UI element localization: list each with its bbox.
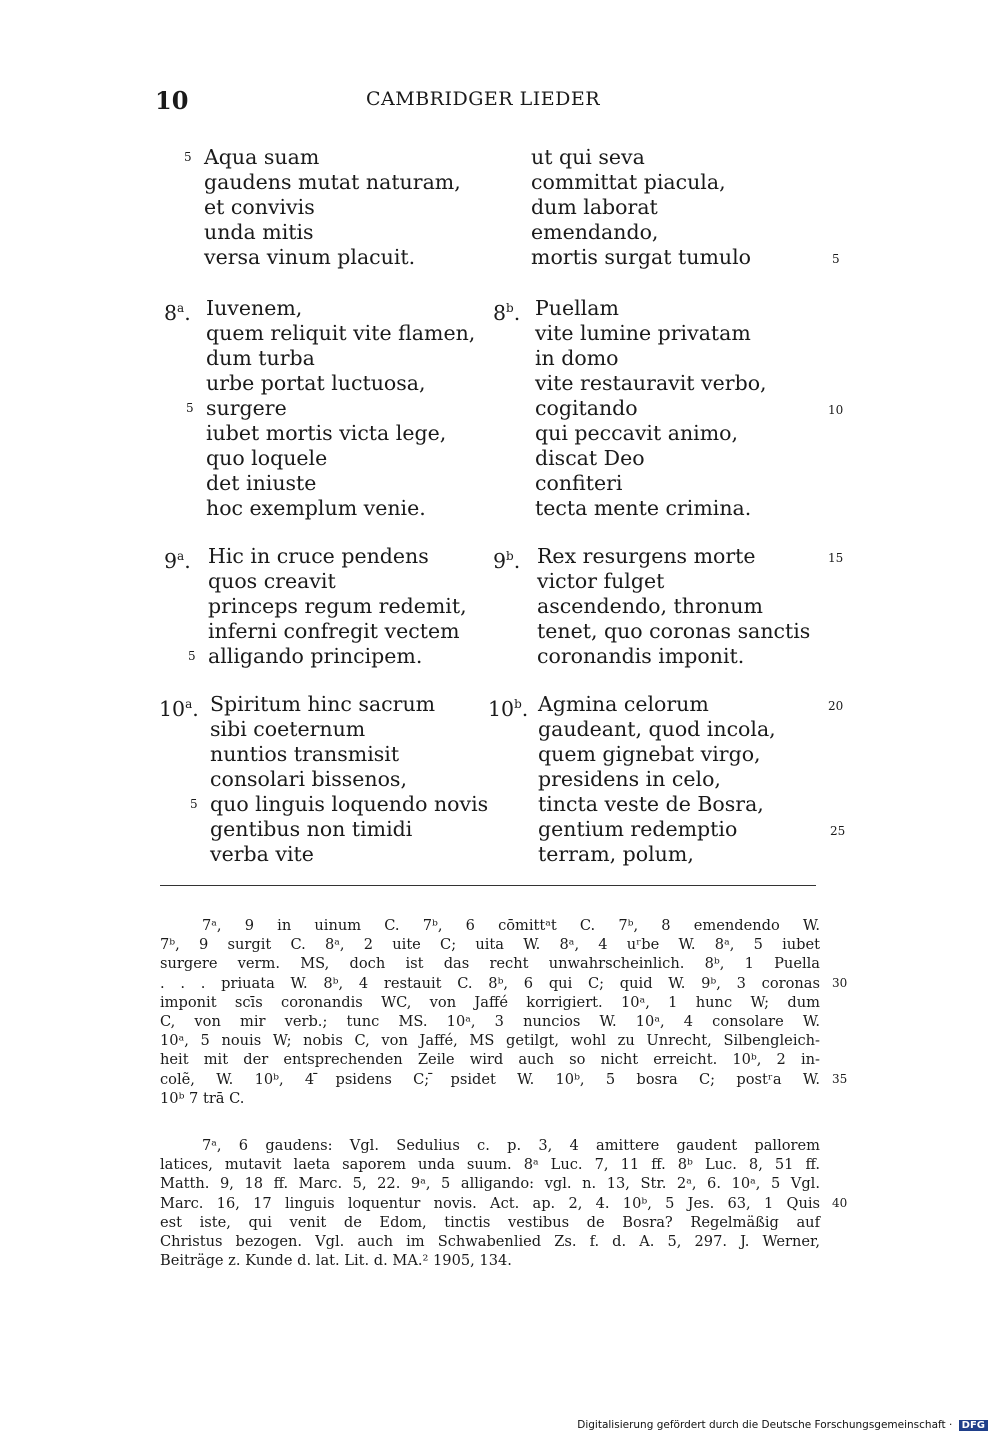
source-notes (160, 1136, 820, 1270)
verse-line: qui peccavit animo, (535, 421, 739, 445)
verse-line: terram, polum, (538, 842, 694, 866)
verse-line: Hic in cruce pendens (208, 544, 429, 568)
note-line: Matth. 9, 18 ff. Marc. 5, 22. 9ᵃ, 5 alligando: vgl. n. 13, Str. 2ᵃ, 6. 10ᵃ, 5 Vgl. (160, 1175, 820, 1193)
note-line: 7ᵃ, 6 gaudens: Vgl. Sedulius c. p. 3, 4 amittere gaudent pallorem (202, 1137, 820, 1154)
verse-line: versa vinum placuit. (204, 245, 416, 269)
footnote-divider (160, 885, 816, 886)
verse-line: verba vite (210, 842, 314, 866)
verse-line: sibi coeternum (210, 717, 366, 741)
apparatus-line: 10ᵇ 7 trā C. (160, 1089, 245, 1107)
stanza-label: 10$^a$. (159, 696, 199, 721)
verse-line: Rex resurgens morte (537, 544, 756, 568)
verse-line: iubet mortis victa lege, (206, 421, 447, 445)
verse-line: hoc exemplum venie. (206, 496, 426, 520)
verse-line: quem gignebat virgo, (538, 742, 761, 766)
apparatus-line: 7ᵃ, 9 in uinum C. 7ᵇ, 6 cōmittᵃt C. 7ᵇ, 8 emendendo W. (202, 917, 820, 934)
verse-line: coronandis imponit. (537, 644, 745, 668)
verse-line: quos creavit (208, 569, 336, 593)
verse-line: Spiritum hinc sacrum (210, 692, 436, 716)
verse-line: tenet, quo coronas sanctis (537, 619, 811, 643)
verse-line: tecta mente crimina. (535, 496, 752, 520)
verse-line-number: 5 (186, 401, 194, 415)
stanza-label: 10$^b$. (488, 696, 529, 721)
note-line: Christus bezogen. Vgl. auch im Schwabenlied Zs. f. d. A. 5, 297. J. Werner, (160, 1233, 820, 1251)
apparatus-line: 10ᵃ, 5 nouis W; nobis C, von Jaffé, MS getilgt, wohl zu Unrecht, Silbengleich- (160, 1032, 820, 1050)
margin-line-number: 5 (832, 252, 840, 266)
verse-line: presidens in celo, (538, 767, 721, 791)
verse-line: gentibus non timidi (210, 817, 413, 841)
verse-line: Aqua suam (204, 145, 320, 169)
stanza-label: 9$^a$. (164, 548, 191, 573)
margin-line-number: 40 (832, 1196, 848, 1210)
verse-line: Agmina celorum (538, 692, 709, 716)
verse-line: quem reliquit vite flamen, (206, 321, 476, 345)
margin-line-number: 35 (832, 1072, 848, 1086)
verse-line: discat Deo (535, 446, 645, 470)
verse-line-number: 5 (188, 649, 196, 663)
verse-line: ascendendo, thronum (537, 594, 763, 618)
note-line: est iste, qui venit de Edom, tinctis vestibus de Bosra? Regelmäßig auf (160, 1213, 820, 1231)
dfg-logo-icon: DFG (959, 1420, 988, 1431)
verse-line: in domo (535, 346, 619, 370)
digitization-footer (577, 1419, 988, 1431)
note-line: Marc. 16, 17 linguis loquentur novis. Act. ap. 2, 4. 10ᵇ, 5 Jes. 63, 1 Quis (160, 1194, 820, 1212)
verse-line: emendando, (531, 220, 659, 244)
verse-line: tincta veste de Bosra, (538, 792, 764, 816)
stanza-label: 8$^a$. (164, 300, 191, 325)
margin-line-number: 20 (828, 699, 844, 713)
verse-line: Iuvenem, (206, 296, 303, 320)
verse-line: victor fulget (537, 569, 665, 593)
note-line: latices, mutavit laeta saporem unda suum. 8ᵃ Luc. 7, 11 ff. 8ᵇ Luc. 8, 51 ff. (160, 1156, 820, 1174)
verse-line: det iniuste (206, 471, 317, 495)
margin-line-number: 30 (832, 976, 848, 990)
margin-line-number: 10 (828, 403, 844, 417)
apparatus-line: 7ᵇ, 9 surgit C. 8ᵃ, 2 uite C; uita W. 8ᵃ, 4 uʳbe W. 8ᵃ, 5 iubet (160, 936, 820, 954)
stanza-label: 9$^b$. (493, 548, 521, 573)
verse-line: alligando principem. (208, 644, 423, 668)
verse-line: consolari bissenos, (210, 767, 407, 791)
verse-line: gaudens mutat naturam, (204, 170, 461, 194)
apparatus-line: . . . priuata W. 8ᵇ, 4 restauit C. 8ᵇ, 6 qui C; quid W. 9ᵇ, 3 coronas (160, 974, 820, 992)
verse-line: surgere (206, 396, 287, 420)
verse-line: gaudeant, quod incola, (538, 717, 776, 741)
verse-line: vite lumine privatam (535, 321, 751, 345)
running-title: CAMBRIDGER LIEDER (366, 88, 601, 110)
verse-line-number: 5 (184, 150, 192, 164)
verse-line: inferni confregit vectem (208, 619, 460, 643)
verse-line: princeps regum redemit, (208, 594, 467, 618)
verse-line: committat piacula, (531, 170, 726, 194)
verse-line: confiteri (535, 471, 623, 495)
note-line: Beiträge z. Kunde d. lat. Lit. d. MA.² 1905, 134. (160, 1252, 512, 1270)
verse-line: et convivis (204, 195, 315, 219)
verse-line: quo loquele (206, 446, 328, 470)
verse-line: vite restauravit verbo, (535, 371, 767, 395)
apparatus-line: colẽ, W. 10ᵇ, 4 ̄psidens C; ̄psidet W. 10ᵇ, 5 bosra C; postʳa W. (160, 1070, 820, 1088)
margin-line-number: 25 (830, 824, 846, 838)
verse-line: gentium redemptio (538, 817, 738, 841)
apparatus-line: heit mit der entsprechenden Zeile wird auch so nicht erreicht. 10ᵇ, 2 in- (160, 1051, 820, 1069)
apparatus-line: C, von mir verb.; tunc MS. 10ᵃ, 3 nuncios W. 10ᵃ, 4 consolare W. (160, 1013, 820, 1031)
verse-line: quo linguis loquendo novis (210, 792, 489, 816)
verse-line: unda mitis (204, 220, 314, 244)
stanza-label: 8$^b$. (493, 300, 521, 325)
verse-line: dum turba (206, 346, 315, 370)
verse-line: cogitando (535, 396, 638, 420)
verse-line-number: 5 (190, 797, 198, 811)
critical-apparatus (160, 916, 820, 1108)
footer-text: Digitalisierung gefördert durch die Deutsche Forschungsgemeinschaft · (577, 1419, 953, 1431)
verse-line: nuntios transmisit (210, 742, 400, 766)
apparatus-line: surgere verm. MS, doch ist das recht unwahrscheinlich. 8ᵇ, 1 Puella (160, 955, 820, 973)
verse-line: ut qui seva (531, 145, 645, 169)
verse-line: urbe portat luctuosa, (206, 371, 426, 395)
margin-line-number: 15 (828, 551, 844, 565)
apparatus-line: imponit scīs coronandis WC, von Jaffé korrigiert. 10ᵃ, 1 hunc W; dum (160, 993, 820, 1011)
verse-line: Puellam (535, 296, 619, 320)
verse-line: dum laborat (531, 195, 658, 219)
page-number: 10 (155, 86, 189, 115)
verse-line: mortis surgat tumulo (531, 245, 752, 269)
